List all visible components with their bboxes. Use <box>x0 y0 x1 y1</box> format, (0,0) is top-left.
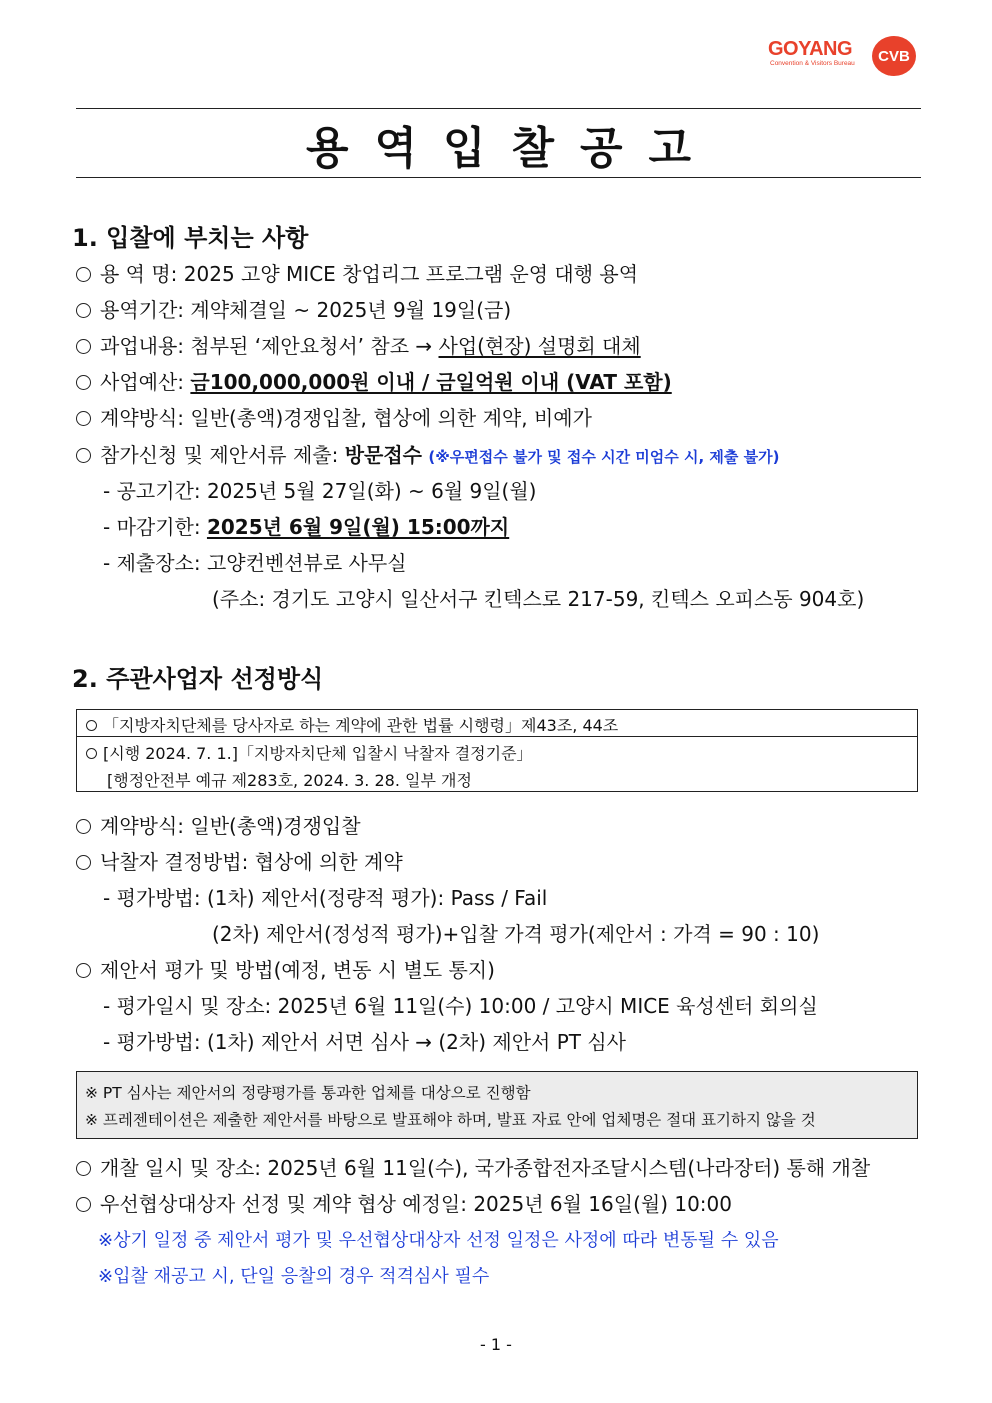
bullet-circle-icon <box>76 303 91 318</box>
bullet-circle-icon <box>76 448 91 463</box>
evaluation-method-2: (2차) 제안서(정성적 평가)+입찰 가격 평가(제안서 : 가격 = 90 : 10) <box>212 922 820 946</box>
evaluation-date-line: - 평가일시 및 장소: 2025년 6월 11일(수) 10:00 / 고양시 MICE 육성센터 회의실 <box>103 994 818 1018</box>
label: 과업내용: <box>100 334 191 358</box>
budget-value: 금100,000,000원 이내 / 금일억원 이내 (VAT 포함) <box>190 370 672 394</box>
bullet-circle-icon <box>76 819 91 834</box>
title-top-rule <box>76 108 921 109</box>
bullet-circle-icon <box>76 267 91 282</box>
bullet-circle-icon <box>76 1161 91 1176</box>
evaluation-process-line: - 평가방법: (1차) 제안서 서면 심사 → (2차) 제안서 PT 심사 <box>103 1030 626 1054</box>
section1-heading: 1. 입찰에 부치는 사항 <box>72 224 309 252</box>
value: 고양컨벤션뷰로 사무실 <box>206 551 407 575</box>
label: - 공고기간: <box>103 479 207 503</box>
logo-subtitle: Convention & Visitors Bureau <box>770 60 855 67</box>
service-name-line <box>76 262 638 286</box>
work-content-line <box>76 334 641 358</box>
label: - 제출장소: <box>103 551 207 575</box>
bullet-circle-icon <box>76 963 91 978</box>
logo-text: GOYANG <box>768 38 853 60</box>
contract-method-line <box>76 406 592 430</box>
value: 계약체결일 ~ 2025년 9월 19일(금) <box>190 298 512 322</box>
label: 참가신청 및 제안서류 제출: <box>100 443 345 467</box>
pt-notice-row2: ※ 프레젠테이션은 제출한 제안서를 바탕으로 발표해야 하며, 발표 자료 안에 업체명은 절대 표기하지 않을 것 <box>85 1111 816 1129</box>
address-line: (주소: 경기도 고양시 일산서구 킨텍스로 217-59, 킨텍스 오피스동 904호) <box>212 587 865 611</box>
decision-method-line <box>76 850 403 874</box>
legal-basis-text2: [시행 2024. 7. 1.]「지방자치단체 입찰시 낙찰자 결정기준」 <box>103 744 533 763</box>
value: 개찰 일시 및 장소: 2025년 6월 11일(수), 국가종합전자조달시스템(나라장터) 통해 개찰 <box>100 1156 871 1180</box>
notice-period-line <box>103 479 536 503</box>
bullet-circle-icon <box>76 411 91 426</box>
legal-basis-text1: 「지방자치단체를 당사자로 하는 계약에 관한 법률 시행령」제43조, 44조 <box>103 716 619 735</box>
priority-negotiation-line <box>76 1192 732 1216</box>
label: 계약방식: <box>100 406 191 430</box>
pt-notice-box <box>76 1071 918 1139</box>
bullet-circle-icon <box>76 339 91 354</box>
evaluation-method-1: - 평가방법: (1차) 제안서(정량적 평가): Pass / Fail <box>103 886 548 910</box>
deadline-line <box>103 515 509 539</box>
submission-place-line <box>103 551 407 575</box>
value: 우선협상대상자 선정 및 계약 협상 예정일: 2025년 6월 16일(월) 10:00 <box>100 1192 732 1216</box>
page-number: - 1 - <box>480 1335 512 1354</box>
deadline-value: 2025년 6월 9일(월) 15:00까지 <box>206 515 510 539</box>
bullet-circle-icon <box>76 1197 91 1212</box>
rebid-note: ※입찰 재공고 시, 단일 응찰의 경우 적격심사 필수 <box>98 1266 490 1287</box>
opening-line <box>76 1156 870 1180</box>
submission-line <box>76 443 779 467</box>
value: 2025년 5월 27일(화) ~ 6월 9일(월) <box>206 479 537 503</box>
legal-basis-row3: [행정안전부 예규 제283호, 2024. 3. 28. 일부 개정 <box>107 771 472 790</box>
goyang-cvb-logo <box>768 36 920 78</box>
value: 일반(총액)경쟁입찰, 협상에 의한 계약, 비예가 <box>190 406 592 430</box>
value: 계약방식: 일반(총액)경쟁입찰 <box>100 814 361 838</box>
budget-line <box>76 370 672 394</box>
legal-basis-box <box>76 709 918 792</box>
pt-notice-row1: ※ PT 심사는 제안서의 정량평가를 통과한 업체를 대상으로 진행함 <box>85 1084 531 1102</box>
briefing-replacement-text: 사업(현장) 설명회 대체 <box>438 334 641 358</box>
evaluation-heading-line <box>76 958 495 982</box>
s2-contract-method-line <box>76 814 361 838</box>
title-bottom-rule <box>76 177 921 178</box>
schedule-change-note: ※상기 일정 중 제안서 평가 및 우선협상대상자 선정 일정은 사정에 따라 변동될 수 있음 <box>98 1230 779 1251</box>
bullet-circle-icon <box>76 375 91 390</box>
bullet-circle-icon <box>86 720 97 731</box>
bullet-circle-icon <box>86 748 97 759</box>
bullet-circle-icon <box>76 855 91 870</box>
service-period-line <box>76 298 511 322</box>
label: 용역기간: <box>100 298 191 322</box>
submission-note: (※우편접수 불가 및 접수 시간 미엄수 시, 제출 불가) <box>428 448 780 466</box>
value: 첨부된 ‘제안요청서’ 참조 → <box>190 334 439 358</box>
value: 낙찰자 결정방법: 협상에 의한 계약 <box>100 850 403 874</box>
label: 용 역 명: <box>100 262 184 286</box>
label: - 마감기한: <box>103 515 207 539</box>
value: 2025 고양 MICE 창업리그 프로그램 운영 대행 용역 <box>183 262 639 286</box>
logo-circle: CVB <box>872 36 916 76</box>
page-title: 용역입찰공고 <box>305 123 718 174</box>
legal-basis-row1 <box>77 710 917 737</box>
submission-method: 방문접수 <box>344 443 422 467</box>
section2-heading: 2. 주관사업자 선정방식 <box>72 665 324 693</box>
label: 사업예산: <box>100 370 191 394</box>
value: 제안서 평가 및 방법(예정, 변동 시 별도 통지) <box>100 958 495 982</box>
legal-basis-row2 <box>86 741 533 764</box>
